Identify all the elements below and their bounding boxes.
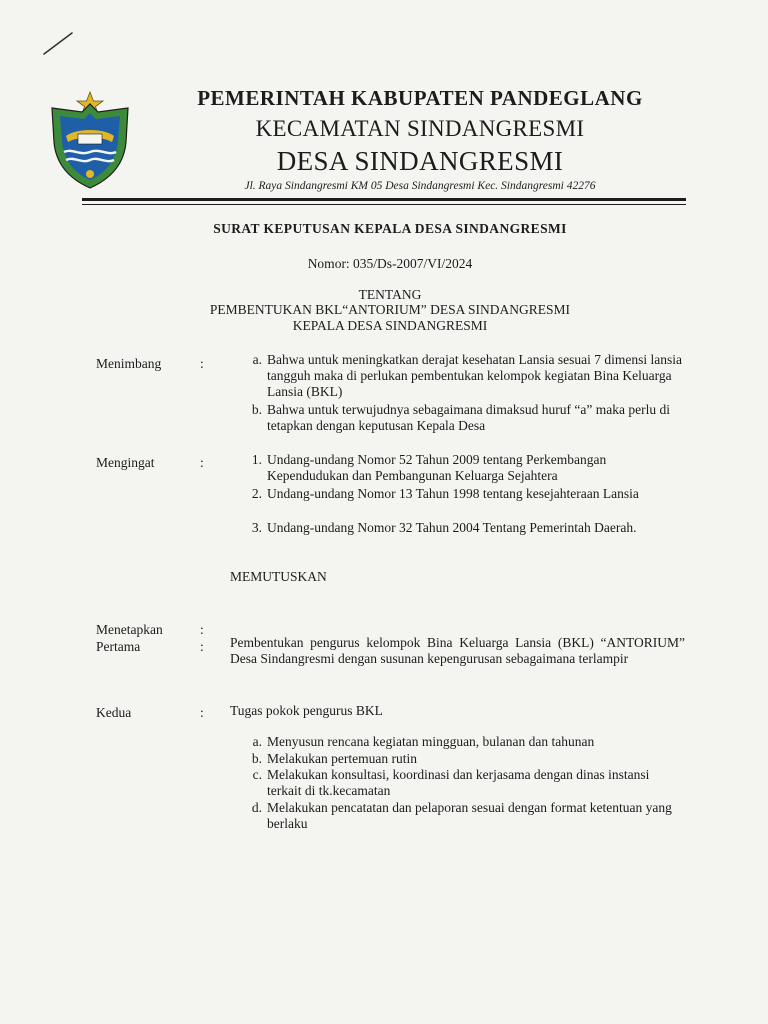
section-colon: : bbox=[200, 455, 204, 470]
document-title: SURAT KEPUTUSAN KEPALA DESA SINDANGRESMI bbox=[213, 221, 567, 236]
list-text: Melakukan pencatatan dan pelaporan sesuai dengan format ketentuan yang berlaku bbox=[267, 800, 672, 831]
list-text: Menyusun rencana kegiatan mingguan, bulanan dan tahunan bbox=[267, 734, 595, 749]
list-item bbox=[230, 352, 685, 400]
list-text: Melakukan pertemuan rutin bbox=[267, 751, 417, 766]
letterhead-thin-rule bbox=[82, 204, 686, 205]
list-item bbox=[230, 520, 685, 536]
office-address: Jl. Raya Sindangresmi KM 05 Desa Sindangresmi Kec. Sindangresmi 42276 bbox=[244, 180, 596, 192]
government-name: PEMERINTAH KABUPATEN PANDEGLANG bbox=[197, 86, 643, 110]
section-label-mengingat: Mengingat bbox=[96, 455, 155, 470]
section-label-pertama: Pertama bbox=[96, 639, 141, 654]
letterhead-thick-rule bbox=[82, 198, 686, 201]
list-marker: a. bbox=[252, 352, 262, 367]
list-item bbox=[230, 452, 685, 484]
section-label-menetapkan: Menetapkan bbox=[96, 622, 163, 637]
list-marker: d. bbox=[251, 800, 262, 815]
pen-stroke-mark bbox=[42, 30, 76, 56]
subject-line-2: KEPALA DESA SINDANGRESMI bbox=[292, 318, 488, 333]
list-text: Undang-undang Nomor 52 Tahun 2009 tentang Perkembangan Kependudukan dan Pembangunan Keluarga Sejahtera bbox=[267, 452, 607, 483]
list-item bbox=[230, 800, 685, 832]
list-item bbox=[230, 486, 685, 502]
list-marker: c. bbox=[252, 767, 262, 782]
document-number: Nomor: 035/Ds-2007/VI/2024 bbox=[307, 256, 473, 271]
regency-emblem-icon bbox=[46, 90, 134, 190]
second-decision-text: Tugas pokok pengurus BKL bbox=[230, 703, 383, 718]
list-text: Undang-undang Nomor 13 Tahun 1998 tentang kesejahteraan Lansia bbox=[267, 486, 639, 501]
section-colon: : bbox=[200, 356, 204, 371]
section-label-kedua: Kedua bbox=[96, 705, 132, 720]
district-name: KECAMATAN SINDANGRESMI bbox=[255, 116, 585, 141]
decision-heading: MEMUTUSKAN bbox=[230, 569, 327, 584]
about-heading: TENTANG bbox=[358, 287, 422, 302]
first-decision-text: Pembentukan pengurus kelompok Bina Keluarga Lansia (BKL) “ANTORIUM” Desa Sindangresmi dengan susunan kepengurusan sebagaimana terlampir bbox=[230, 635, 685, 666]
list-item bbox=[230, 402, 685, 434]
list-text: Bahwa untuk meningkatkan derajat kesehatan Lansia sesuai 7 dimensi lansia tangguh maka di perlukan pembentukan kelompok kegiatan Bina Keluarga Lansia (BKL) bbox=[267, 352, 682, 399]
list-text: Bahwa untuk terwujudnya sebagaimana dimaksud huruf “a” maka perlu di tetapkan dengan keputusan Kepala Desa bbox=[267, 402, 670, 433]
list-item bbox=[230, 767, 685, 799]
list-item bbox=[230, 734, 685, 750]
list-marker: 1. bbox=[251, 452, 262, 467]
list-text: Melakukan konsultasi, koordinasi dan kerjasama dengan dinas instansi terkait di tk.kecamatan bbox=[267, 767, 650, 798]
list-marker: b. bbox=[251, 751, 262, 766]
list-marker: 3. bbox=[251, 520, 262, 535]
village-name: DESA SINDANGRESMI bbox=[276, 146, 564, 176]
section-colon: : bbox=[200, 622, 204, 637]
subject-line-1: PEMBENTUKAN BKL“ANTORIUM” DESA SINDANGRESMI bbox=[209, 302, 571, 317]
section-label-menimbang: Menimbang bbox=[96, 356, 162, 371]
section-colon: : bbox=[200, 639, 204, 654]
list-marker: b. bbox=[251, 402, 262, 417]
section-colon: : bbox=[200, 705, 204, 720]
list-marker: 2. bbox=[251, 486, 262, 501]
list-item bbox=[230, 751, 685, 767]
list-text: Undang-undang Nomor 32 Tahun 2004 Tentang Pemerintah Daerah. bbox=[267, 520, 637, 535]
list-marker: a. bbox=[252, 734, 262, 749]
